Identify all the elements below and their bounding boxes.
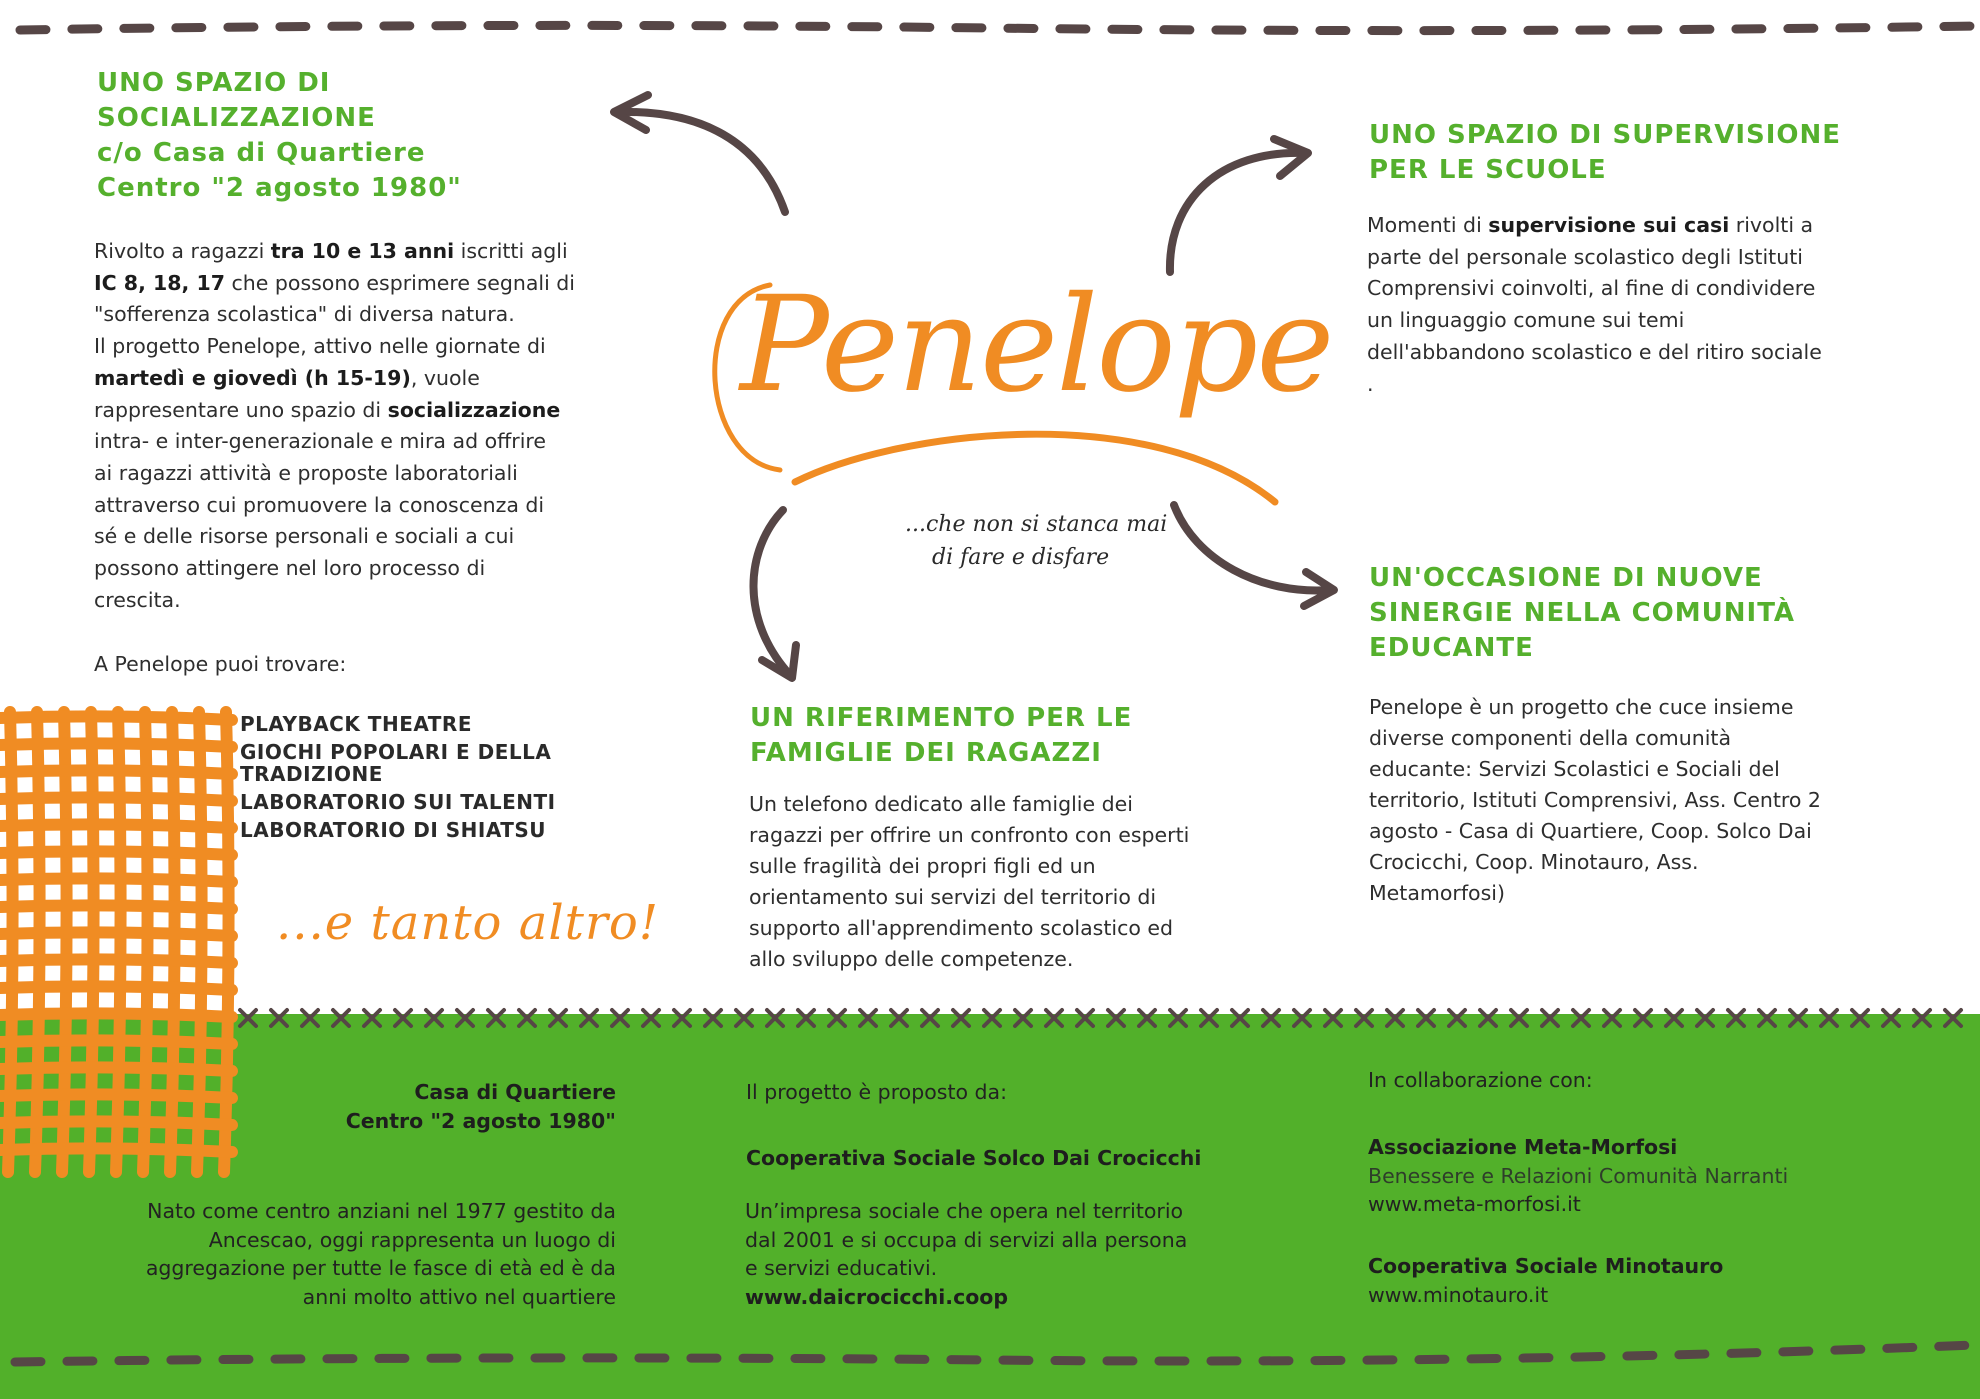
- heading-line: PER LE SCUOLE: [1369, 155, 1607, 185]
- activity-item: TRADIZIONE: [240, 762, 383, 786]
- arrow-to-sinergie: [1174, 505, 1334, 606]
- sinergie-description: [1369, 692, 1821, 909]
- footer-collab-org2: [1368, 1252, 1723, 1309]
- footer-title-line: Centro "2 agosto 1980": [345, 1108, 616, 1133]
- org-description: Benessere e Relazioni Comunità Narranti: [1368, 1163, 1789, 1188]
- text-line: ragazzi per offrire un confronto con esperti: [749, 823, 1190, 847]
- org-name: Associazione Meta-Morfosi: [1368, 1135, 1678, 1159]
- text-line: Comprensivi coinvolti, al fine di condividere: [1367, 276, 1816, 301]
- footer-casa-title: [100, 1078, 616, 1135]
- text-line: territorio, Istituti Comprensivi, Ass. Centro 2: [1369, 788, 1821, 812]
- weave-strand: [0, 770, 232, 774]
- text-line: intra- e inter-generazionale e mira ad offrire: [94, 429, 546, 454]
- activity-item: GIOCHI POPOLARI E DELLA: [240, 740, 552, 764]
- weave-strand: [0, 1148, 232, 1152]
- text-line: crescita.: [94, 587, 181, 612]
- activities-list: [240, 713, 556, 841]
- text-line: agosto - Casa di Quartiere, Coop. Solco Dai: [1369, 819, 1812, 843]
- text-line: Un’impresa sociale che opera nel territorio: [745, 1199, 1184, 1223]
- text-run: Momenti di: [1367, 213, 1489, 237]
- weave-strand: [0, 878, 232, 882]
- heading-line: c/o Casa di Quartiere: [97, 138, 426, 168]
- footer-proposto-org: [746, 1144, 1201, 1173]
- arrow-to-famiglie: [753, 510, 796, 678]
- socializzazione-description: [94, 236, 575, 616]
- heading-line: EDUCANTE: [1369, 633, 1534, 663]
- activity-item: PLAYBACK THEATRE: [240, 712, 472, 736]
- text-bold: IC 8, 18, 17: [94, 270, 225, 295]
- text-line: parte del personale scolastico degli Istituti: [1367, 244, 1803, 269]
- text-line: Un telefono dedicato alle famiglie dei: [749, 792, 1133, 816]
- text-line: supporto all'apprendimento scolastico ed: [749, 916, 1174, 940]
- footer-collaborazione: [1368, 1066, 1593, 1095]
- footer-proposto-description: [745, 1197, 1187, 1311]
- weave-strand: [0, 797, 232, 801]
- logo-tagline-line2: di fare e disfare: [932, 545, 1110, 570]
- text-bold: socializzazione: [387, 397, 561, 422]
- text-line: Ancescao, oggi rappresenta un luogo di: [208, 1227, 616, 1252]
- top-stitch-line: [20, 25, 1975, 30]
- website-link[interactable]: www.meta-morfosi.it: [1368, 1192, 1581, 1216]
- text-run: Rivolto a ragazzi: [94, 239, 271, 263]
- penelope-logo: Penelope: [740, 268, 1333, 422]
- footer-collab-org1: [1368, 1133, 1788, 1219]
- website-link[interactable]: www.minotauro.it: [1368, 1282, 1549, 1307]
- text-line: possono attingere nel loro processo di: [94, 556, 486, 581]
- org-name: Cooperativa Sociale Minotauro: [1368, 1254, 1724, 1278]
- weave-strand: [35, 712, 40, 1172]
- text-line: [94, 395, 575, 427]
- text-line: aggregazione per tutte le fasce di età ed è da: [145, 1256, 616, 1280]
- text-bold: martedì e giovedì (h 15-19): [94, 365, 411, 390]
- penelope-swoosh: [795, 434, 1275, 502]
- weave-strand: [62, 712, 67, 1172]
- weave-strand: [0, 932, 232, 936]
- text-run: rappresentare uno spazio di: [94, 397, 388, 422]
- supervisione-description: [1367, 210, 1822, 400]
- text-line: anni molto attivo nel quartiere: [302, 1284, 616, 1309]
- footer-intro: Il progetto è proposto da:: [746, 1080, 1008, 1104]
- weave-strand: [0, 1067, 232, 1071]
- weave-strand: [0, 743, 232, 747]
- weave-strand: [0, 986, 232, 990]
- text-line: sé e delle risorse personali e sociali a cui: [94, 524, 515, 549]
- text-run: , vuole: [410, 365, 480, 390]
- text-line: allo sviluppo delle competenze.: [749, 947, 1074, 971]
- text-line: [94, 236, 575, 268]
- footer-intro: In collaborazione con:: [1368, 1068, 1593, 1092]
- footer-casa-description: [30, 1197, 616, 1311]
- weave-strand: [0, 851, 232, 855]
- text-line: e servizi educativi.: [745, 1256, 938, 1280]
- heading-line: UNO SPAZIO DI SUPERVISIONE: [1369, 120, 1842, 150]
- logo-tagline-line1: ...che non si stanca mai: [905, 512, 1168, 537]
- text-line: [94, 268, 575, 300]
- activity-item: LABORATORIO SUI TALENTI: [240, 790, 556, 814]
- text-line: sulle fragilità dei propri figli ed un: [749, 854, 1096, 878]
- text-run: rivolti a: [1729, 213, 1814, 237]
- activity-item: LABORATORIO DI SHIATSU: [240, 818, 547, 842]
- text-line: Crocicchi, Coop. Minotauro, Ass.: [1369, 850, 1699, 874]
- footer-proposto: [746, 1078, 1007, 1107]
- famiglie-description: [749, 789, 1189, 975]
- socializzazione-heading: [97, 66, 462, 206]
- activities-intro: A Penelope puoi trovare:: [94, 652, 347, 676]
- heading-line: SOCIALIZZAZIONE: [97, 103, 376, 133]
- heading-line: Centro "2 agosto 1980": [97, 173, 462, 203]
- weave-strand: [0, 959, 232, 963]
- text-line: attraverso cui promuovere la conoscenza di: [94, 492, 545, 517]
- weave-strand: [0, 905, 232, 909]
- heading-line: UN RIFERIMENTO PER LE: [750, 703, 1133, 733]
- text-line: dell'abbandono scolastico e del ritiro sociale: [1367, 339, 1822, 364]
- text-line: Metamorfosi): [1369, 881, 1505, 905]
- weave-strand: [89, 712, 94, 1172]
- website-link[interactable]: www.daicrocicchi.coop: [745, 1284, 1009, 1309]
- bottom-stitch-line: [15, 1345, 1975, 1362]
- text-line: Nato come centro anziani nel 1977 gestito da: [147, 1199, 616, 1223]
- supervisione-heading: [1369, 118, 1841, 188]
- text-line: educante: Servizi Scolastici e Sociali del: [1369, 757, 1780, 781]
- arrow-to-socializzazione: [614, 95, 785, 212]
- text-bold: tra 10 e 13 anni: [270, 239, 455, 263]
- heading-line: UNO SPAZIO DI: [97, 68, 331, 98]
- text-line: orientamento sui servizi del territorio di: [749, 885, 1157, 909]
- weave-strand: [0, 824, 232, 828]
- org-name: Cooperativa Sociale Solco Dai Crocicchi: [746, 1146, 1202, 1170]
- footer-title-line: Casa di Quartiere: [414, 1080, 616, 1104]
- heading-line: UN'OCCASIONE DI NUOVE: [1369, 563, 1763, 593]
- text-run: iscritti agli: [454, 239, 568, 263]
- text-line: Il progetto Penelope, attivo nelle giornate di: [94, 334, 546, 359]
- text-line: diverse componenti della comunità: [1369, 726, 1732, 750]
- heading-line: FAMIGLIE DEI RAGAZZI: [750, 738, 1102, 768]
- famiglie-heading: [750, 701, 1132, 771]
- text-line: "sofferenza scolastica" di diversa natura.: [94, 302, 515, 327]
- sinergie-heading: [1369, 561, 1795, 666]
- text-line: [1367, 210, 1822, 242]
- text-line: Penelope è un progetto che cuce insieme: [1369, 695, 1794, 719]
- weave-strand: [0, 716, 232, 720]
- text-bold: supervisione sui casi: [1488, 213, 1730, 237]
- cross-stitch-line: [240, 1010, 1961, 1026]
- text-line: ai ragazzi attività e proposte laboratoriali: [94, 460, 518, 485]
- weave-strand: [0, 1013, 232, 1017]
- arrow-to-supervisione: [1170, 139, 1308, 272]
- text-run: che possono esprimere segnali di: [224, 270, 575, 295]
- weave-strand: [0, 1040, 232, 1044]
- weave-strand: [8, 712, 13, 1172]
- e-tanto-altro: ...e tanto altro!: [276, 895, 660, 951]
- text-line: dal 2001 e si occupa di servizi alla persona: [745, 1227, 1188, 1252]
- text-line: .: [1367, 371, 1374, 396]
- heading-line: SINERGIE NELLA COMUNITÀ: [1369, 598, 1796, 628]
- text-line: un linguaggio comune sui temi: [1367, 308, 1685, 333]
- text-line: [94, 363, 575, 395]
